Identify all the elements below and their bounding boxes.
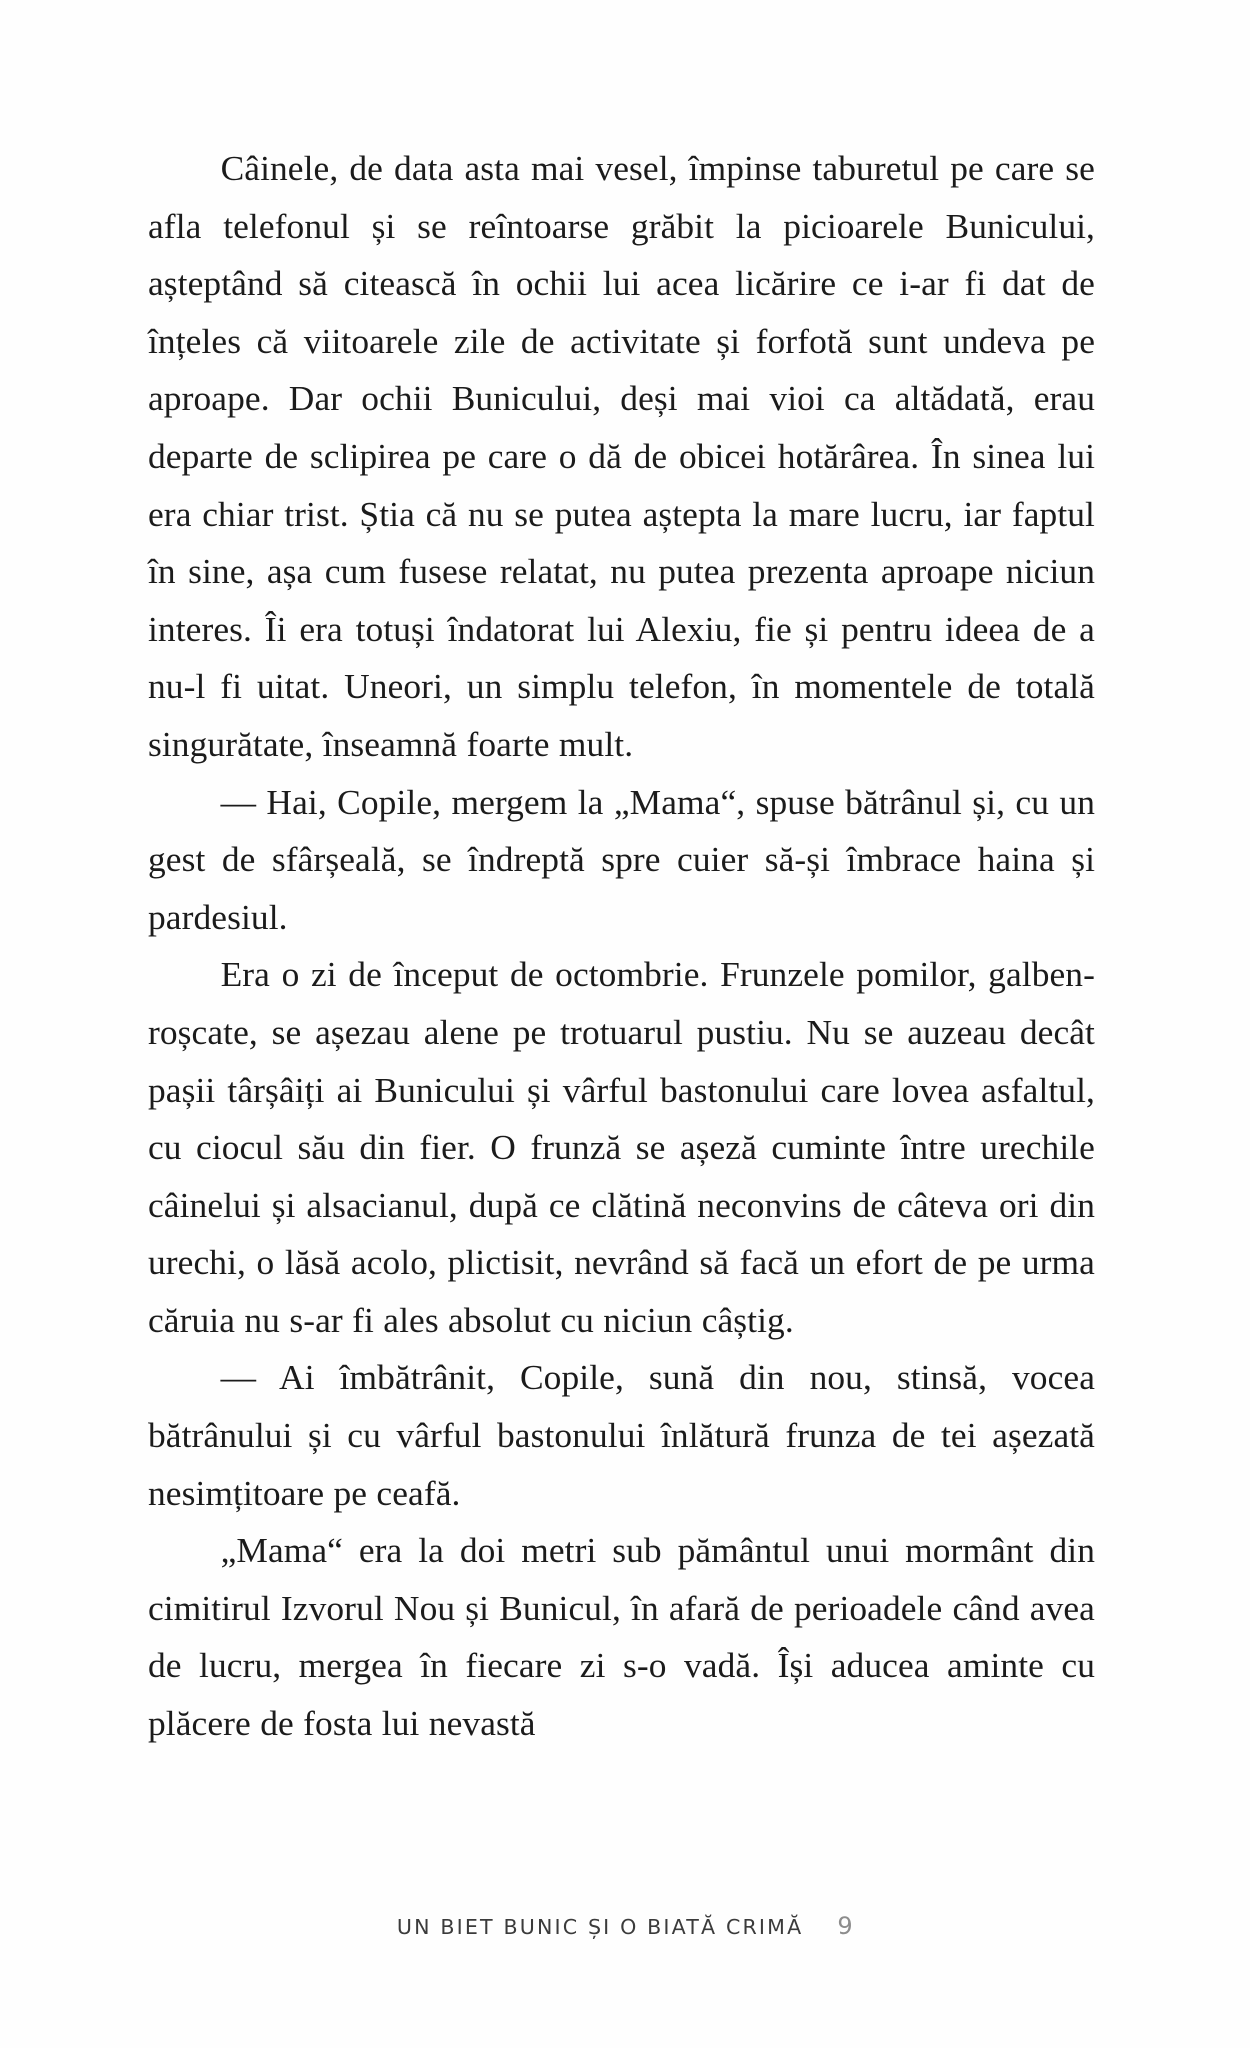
paragraph-2: — Hai, Copile, mergem la „Mama“, spuse bătrânul și, cu un gest de sfârșeală, se îndreptă spre cuier să-și îmbrace haina și pardesiul.	[148, 781, 1095, 937]
body-text-column	[148, 140, 1095, 1753]
page-footer	[0, 1902, 1250, 1950]
page-number: 9	[837, 1912, 854, 1940]
footer-inner	[397, 1912, 853, 1940]
paragraph-5: „Mama“ era la doi metri sub pământul unui mormânt din cimitirul Izvorul Nou și Bunicul, în afară de perioadele când avea de lucru, mergea în fiecare zi s-o vadă. Își aducea aminte cu plăcere de fosta lui nevastă	[148, 1530, 1095, 1744]
paragraph-3: Era o zi de început de octombrie. Frunzele pomilor, galben-roșcate, se așezau alene pe trotuarul pustiu. Nu se auzeau decât pașii târșâiți ai Bunicului și vârful bastonului care lovea asfaltul, cu ciocul său din fier. O frunză se așeză cuminte între urechile câinelui și alsacianul, după ce clătină neconvins de câteva ori din urechi, o lăsă acolo, plictisit, nevrând să facă un efort de pe urma căruia nu s-ar fi ales absolut cu niciun câștig.	[148, 954, 1095, 1340]
paragraph-4: — Ai îmbătrânit, Copile, sună din nou, stinsă, vocea bătrânului și cu vârful bastonului înlătură frunza de tei așezată nesimțitoare pe ceafă.	[148, 1357, 1095, 1513]
running-head: UN BIET BUNIC ȘI O BIATĂ CRIMĂ	[396, 1915, 804, 1939]
paragraph-1: Câinele, de data asta mai vesel, împinse taburetul pe care se afla telefonul și se reîntoarse grăbit la picioarele Bunicului, așteptând să citească în ochii lui acea licărire ce i-ar fi dat de înțeles că viitoarele zile de activitate și forfotă sunt undeva pe aproape. Dar ochii Bunicului, deși mai vioi ca altădată, erau departe de sclipirea pe care o dă de obicei hotărârea. În sinea lui era chiar trist. Știa că nu se putea aștepta la mare lucru, iar faptul în sine, așa cum fusese relatat, nu putea prezenta aproape niciun interes. Îi era totuși îndatorat lui Alexiu, fie și pentru ideea de a nu-l fi uitat. Uneori, un simplu telefon, în momentele de totală singurătate, înseamnă foarte mult.	[148, 148, 1095, 764]
